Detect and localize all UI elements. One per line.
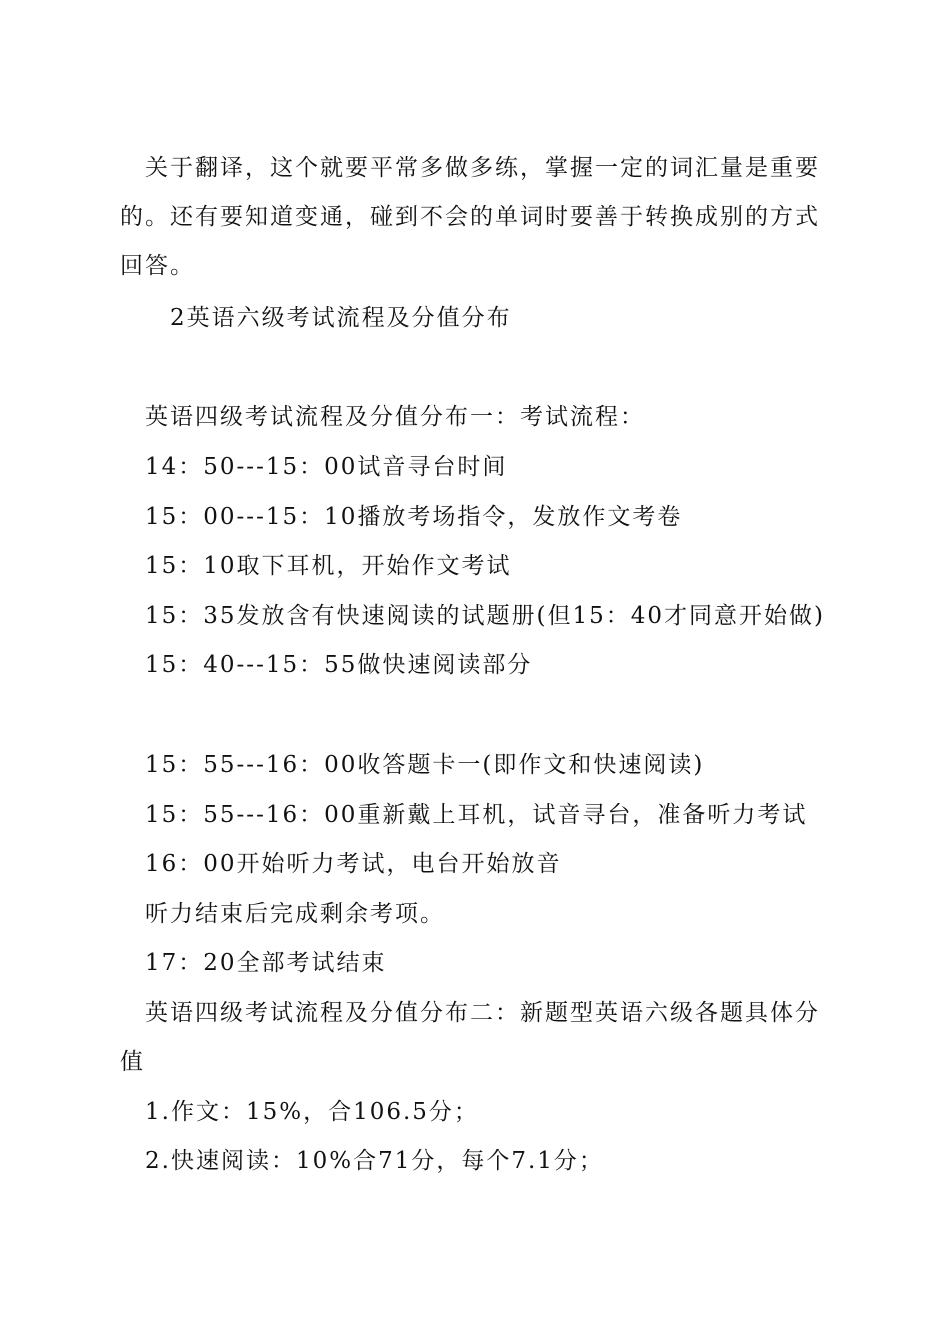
paragraph-translation-line-1: 关于翻译，这个就要平常多做多练，掌握一定的词汇量是重要 bbox=[145, 155, 820, 181]
score-item: 2.快速阅读：10%合71分，每个7.1分； bbox=[145, 1148, 604, 1174]
paragraph-translation-line-3: 回答。 bbox=[120, 253, 195, 279]
exam-end-time: 17：20全部考试结束 bbox=[145, 950, 387, 976]
schedule-item: 15：00---15：10播放考场指令，发放作文考卷 bbox=[145, 504, 683, 530]
paragraph-translation-line-2: 的。还有要知道变通，碰到不会的单词时要善于转换成别的方式 bbox=[120, 204, 820, 230]
part2-intro-line-2: 值 bbox=[120, 1049, 145, 1075]
schedule-item: 15：40---15：55做快速阅读部分 bbox=[145, 652, 533, 678]
part1-intro: 英语四级考试流程及分值分布一：考试流程： bbox=[145, 404, 645, 430]
schedule-item: 15：35发放含有快速阅读的试题册(但15：40才同意开始做) bbox=[145, 603, 826, 629]
schedule-item: 14：50---15：00试音寻台时间 bbox=[145, 454, 508, 480]
part2-intro-line-1: 英语四级考试流程及分值分布二：新题型英语六级各题具体分 bbox=[145, 1000, 820, 1026]
after-listening-note: 听力结束后完成剩余考项。 bbox=[145, 901, 445, 927]
section-heading: 2英语六级考试流程及分值分布 bbox=[170, 305, 512, 331]
schedule-item: 15：55---16：00收答题卡一(即作文和快速阅读) bbox=[145, 752, 705, 778]
schedule-item: 15：10取下耳机，开始作文考试 bbox=[145, 553, 512, 579]
score-item: 1.作文：15%，合106.5分； bbox=[145, 1099, 479, 1125]
schedule-item: 15：55---16：00重新戴上耳机，试音寻台，准备听力考试 bbox=[145, 802, 808, 828]
schedule-item: 16：00开始听力考试，电台开始放音 bbox=[145, 851, 562, 877]
